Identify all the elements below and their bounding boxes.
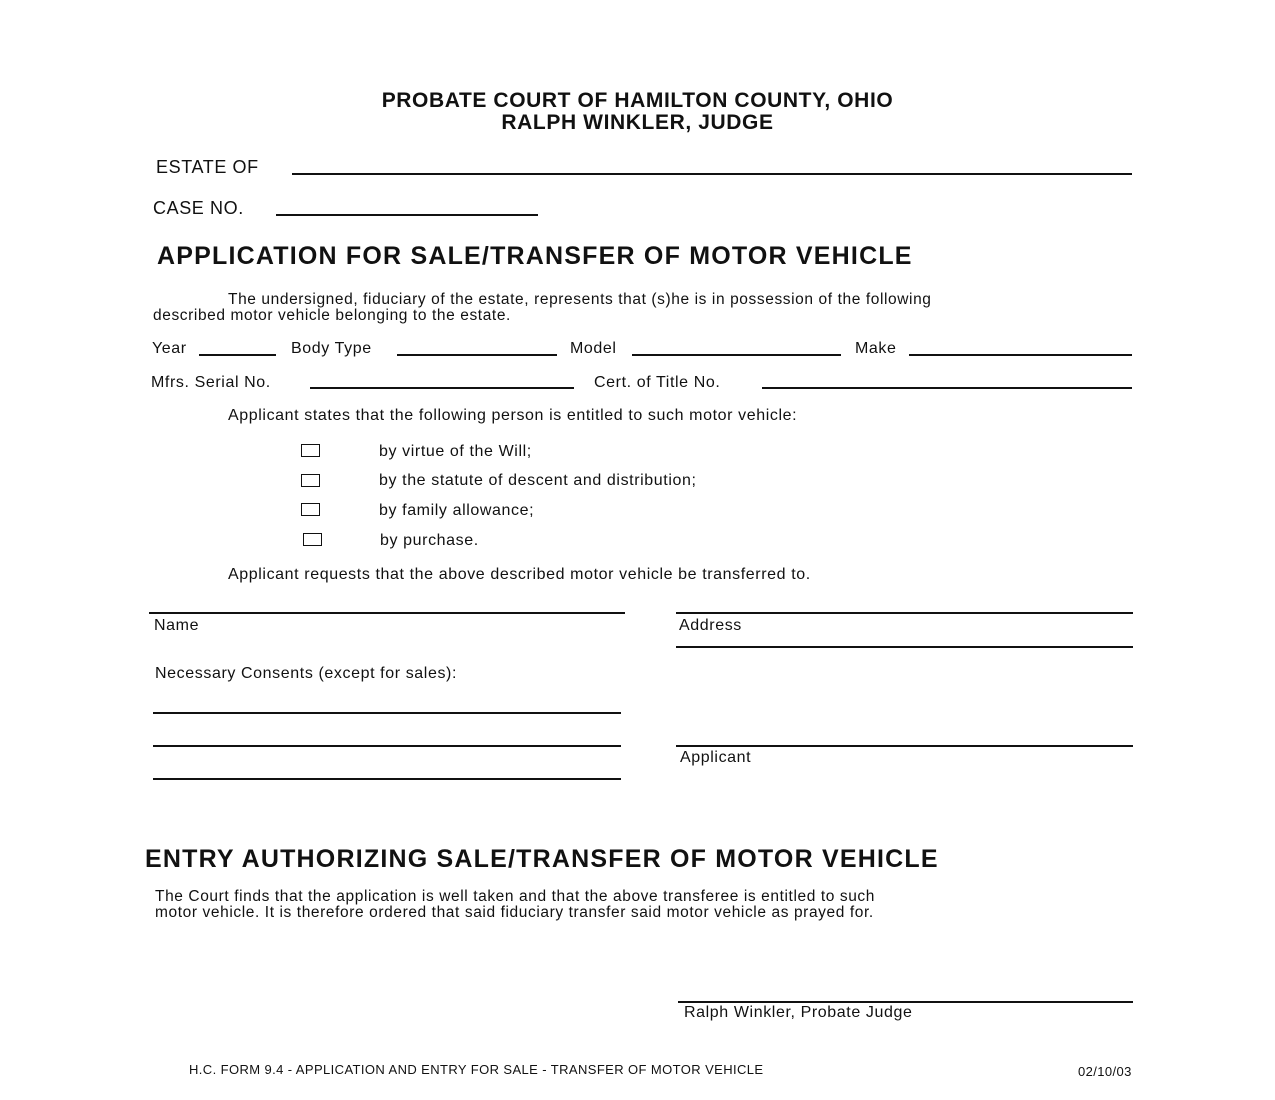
statute-checkbox[interactable] — [301, 474, 320, 487]
option-statute-label: by the statute of descent and distribution; — [379, 472, 697, 489]
title-cert-field[interactable] — [762, 387, 1132, 389]
year-label: Year — [152, 340, 187, 357]
address-label: Address — [679, 617, 742, 634]
applicant-label: Applicant — [680, 749, 752, 766]
body-type-field[interactable] — [397, 354, 557, 356]
address-field-line-2[interactable] — [676, 646, 1133, 648]
entry-text-line-1: The Court finds that the application is well taken and that the above transferee is entitled to such — [155, 888, 876, 905]
model-label: Model — [570, 340, 617, 357]
model-field[interactable] — [632, 354, 841, 356]
intro-line-2: described motor vehicle belonging to the estate. — [153, 307, 511, 324]
will-checkbox[interactable] — [301, 444, 320, 457]
judge-signature-field[interactable] — [678, 1001, 1133, 1003]
consent-field-3[interactable] — [153, 778, 621, 780]
address-field[interactable] — [676, 612, 1133, 614]
consents-label: Necessary Consents (except for sales): — [155, 665, 458, 682]
court-title: PROBATE COURT OF HAMILTON COUNTY, OHIO — [381, 89, 894, 112]
transfer-request: Applicant requests that the above described motor vehicle be transferred to. — [228, 566, 811, 583]
make-field[interactable] — [909, 354, 1132, 356]
make-label: Make — [855, 340, 897, 357]
estate-of-label: ESTATE OF — [156, 157, 259, 177]
title-cert-label: Cert. of Title No. — [594, 374, 721, 391]
serial-no-label: Mfrs. Serial No. — [151, 374, 271, 391]
body-type-label: Body Type — [291, 340, 372, 357]
estate-of-field[interactable] — [292, 173, 1132, 175]
family-allowance-checkbox[interactable] — [301, 503, 320, 516]
judge-signature-label: Ralph Winkler, Probate Judge — [684, 1004, 913, 1021]
name-label: Name — [154, 617, 200, 634]
option-purchase-label: by purchase. — [380, 532, 479, 549]
entry-text-line-2: motor vehicle. It is therefore ordered that said fiduciary transfer said motor vehicle as prayed for. — [155, 904, 874, 921]
intro-line-1: The undersigned, fiduciary of the estate, represents that (s)he is in possession of the following — [228, 291, 932, 308]
applicant-signature-field[interactable] — [676, 745, 1133, 747]
case-no-label: CASE NO. — [153, 198, 244, 218]
case-no-field[interactable] — [276, 214, 538, 216]
consent-field-2[interactable] — [153, 745, 621, 747]
entitled-statement: Applicant states that the following person is entitled to such motor vehicle: — [228, 407, 798, 424]
judge-title: RALPH WINKLER, JUDGE — [501, 111, 774, 134]
entry-title: ENTRY AUTHORIZING SALE/TRANSFER OF MOTOR VEHICLE — [145, 845, 939, 873]
year-field[interactable] — [199, 354, 276, 356]
form-date-footer: 02/10/03 — [1078, 1064, 1132, 1079]
purchase-checkbox[interactable] — [303, 533, 322, 546]
serial-no-field[interactable] — [310, 387, 574, 389]
option-family-label: by family allowance; — [379, 502, 535, 519]
form-name-footer: H.C. FORM 9.4 - APPLICATION AND ENTRY FOR SALE - TRANSFER OF MOTOR VEHICLE — [189, 1062, 764, 1077]
option-will-label: by virtue of the Will; — [379, 443, 532, 460]
name-field[interactable] — [149, 612, 625, 614]
consent-field-1[interactable] — [153, 712, 621, 714]
application-title: APPLICATION FOR SALE/TRANSFER OF MOTOR VEHICLE — [157, 242, 913, 270]
